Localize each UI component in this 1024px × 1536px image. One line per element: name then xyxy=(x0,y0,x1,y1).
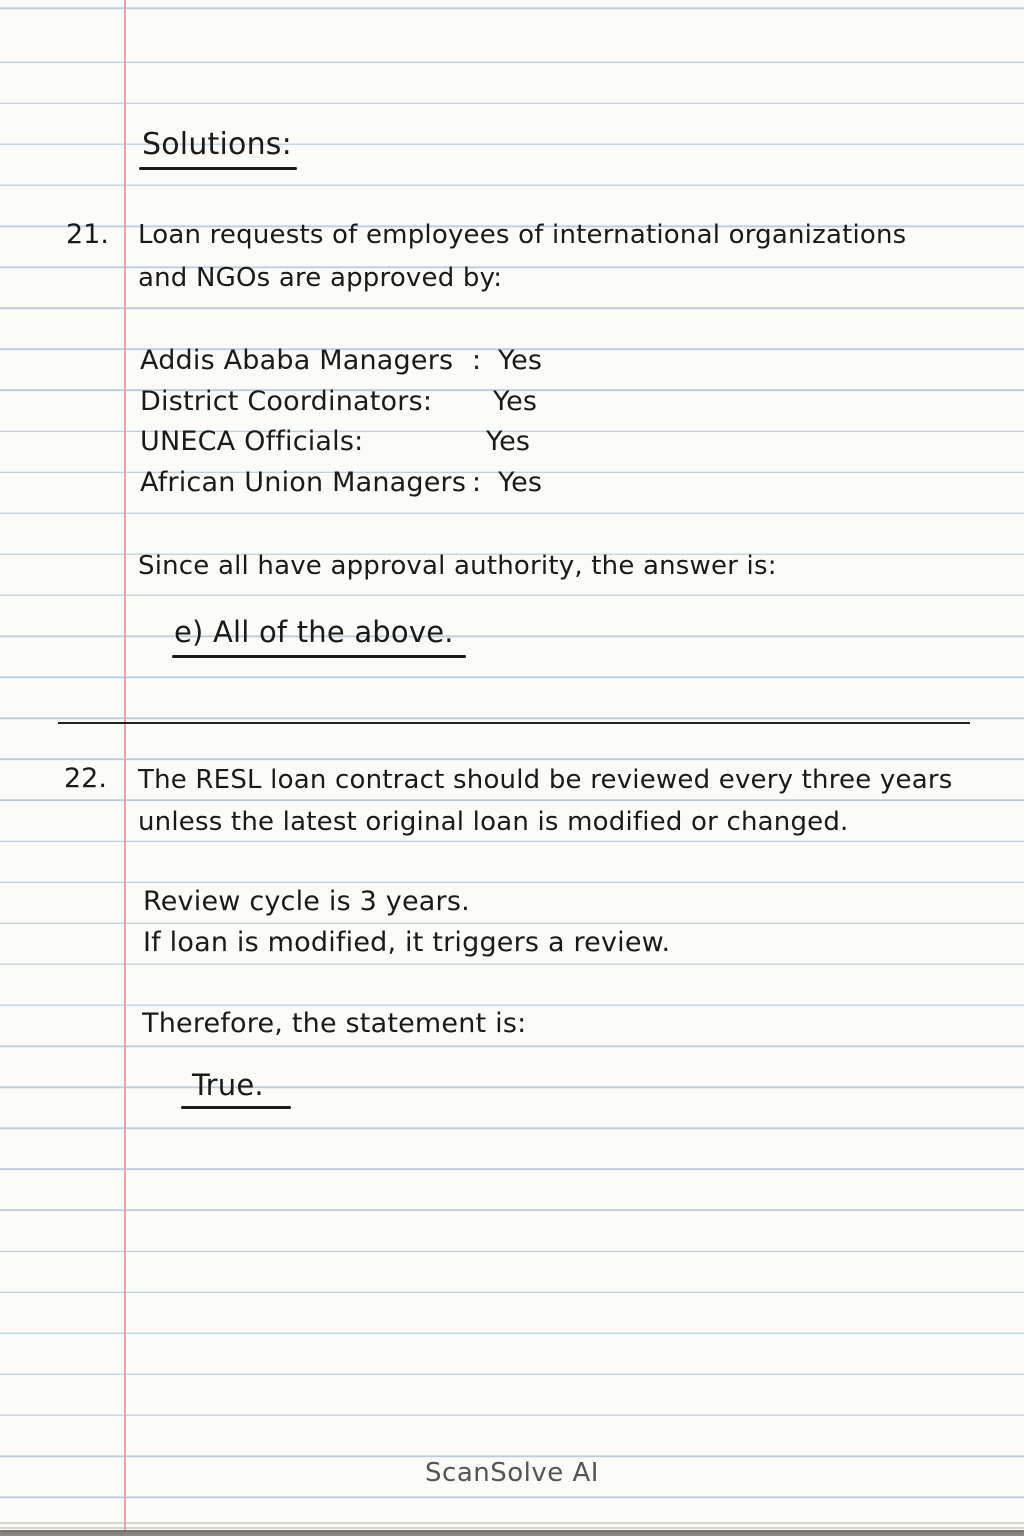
question-number: 22. xyxy=(64,763,107,794)
answer-underline xyxy=(181,1106,291,1109)
reasoning-text: Review cycle is 3 years. xyxy=(143,886,470,917)
heading-underline xyxy=(139,167,297,170)
question-number: 21. xyxy=(66,219,109,250)
conclusion-text: Since all have approval authority, the answer is: xyxy=(138,551,777,581)
reasoning-text: If loan is modified, it triggers a review. xyxy=(143,927,671,958)
check-value: Yes xyxy=(498,345,543,376)
page-edge xyxy=(0,1522,1024,1524)
check-label: Addis Ababa Managers xyxy=(140,345,454,376)
check-label: UNECA Officials: xyxy=(140,426,364,457)
section-divider xyxy=(58,722,970,724)
answer-text: e) All of the above. xyxy=(174,615,454,649)
question-text: Loan requests of employees of international organizations xyxy=(138,220,907,250)
check-label: African Union Managers xyxy=(140,467,467,498)
page-edge xyxy=(0,1527,1024,1529)
question-text: and NGOs are approved by: xyxy=(138,263,503,293)
check-separator: : xyxy=(472,467,482,498)
check-label: District Coordinators: xyxy=(140,386,433,417)
check-value: Yes xyxy=(498,467,543,498)
answer-text: True. xyxy=(192,1068,264,1102)
check-separator: : xyxy=(472,345,482,376)
check-value: Yes xyxy=(493,386,538,417)
margin-line xyxy=(124,0,126,1530)
question-text: The RESL loan contract should be reviewed every three years xyxy=(138,765,953,795)
question-text: unless the latest original loan is modified or changed. xyxy=(138,807,849,837)
conclusion-text: Therefore, the statement is: xyxy=(142,1008,527,1039)
check-value: Yes xyxy=(486,426,531,457)
footer-brand: ScanSolve AI xyxy=(425,1458,599,1488)
page-heading: Solutions: xyxy=(142,127,292,162)
answer-underline xyxy=(172,655,466,658)
